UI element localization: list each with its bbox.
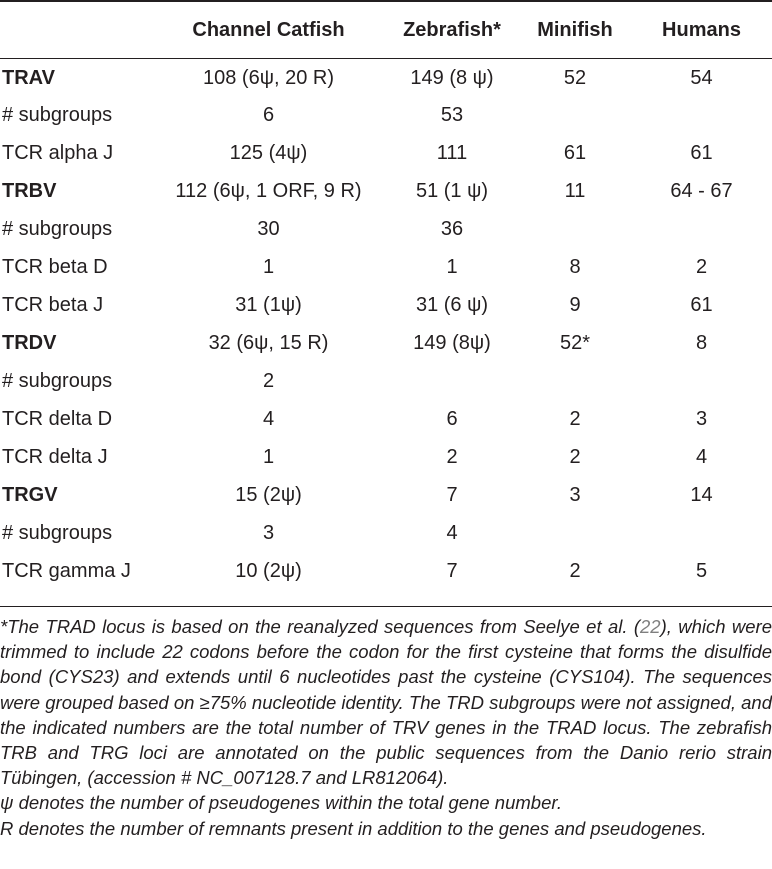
cell-humans: 61 [690,141,713,164]
cell-humans: 61 [690,293,713,316]
gene-count-table [0,2,772,590]
footnote-text-start: *The TRAD locus is based on the reanalyzed sequences from Seelye et al. ( [0,616,641,637]
cell-zebrafish: 53 [440,103,464,126]
cell-channel-catfish: 4 [262,407,275,430]
cell-minifish: 9 [569,293,581,316]
row-label: TCR gamma J [2,559,131,582]
cell-channel-catfish: 32 (6ψ, 15 R) [208,331,329,354]
cell-minifish [519,514,631,552]
cell-channel-catfish: 6 [262,103,275,126]
row-label: TCR alpha J [2,141,114,164]
cell-channel-catfish: 10 (2ψ) [235,559,302,582]
cell-channel-catfish: 1 [262,255,275,278]
row-label: # subgroups [2,369,113,392]
cell-humans [631,514,772,552]
cell-humans: 2 [695,255,708,278]
cell-zebrafish: 7 [446,559,458,582]
cell-zebrafish: 4 [446,521,458,544]
cell-zebrafish: 7 [446,483,458,506]
row-label: # subgroups [2,521,113,544]
row-label: TRDV [2,331,57,354]
cell-channel-catfish: 108 (6ψ, 20 R) [203,66,334,89]
cell-humans: 3 [695,407,708,430]
cell-minifish: 3 [569,483,581,506]
cell-channel-catfish: 112 (6ψ, 1 ORF, 9 R) [175,179,362,202]
cell-minifish: 2 [569,559,581,582]
cell-minifish: 8 [569,255,581,278]
row-label: TCR beta J [2,293,104,316]
cell-humans [631,210,772,248]
table-row [0,286,772,324]
cell-channel-catfish: 15 (2ψ) [235,483,302,506]
cell-humans [631,362,772,400]
header-humans: Humans [662,18,741,41]
cell-minifish [519,362,631,400]
table-row [0,476,772,514]
cell-zebrafish: 149 (8ψ) [413,331,491,354]
footnote-text-end: ), which were trimmed to include 22 codons before the codon for the first cysteine that forms the disulfide bond (CYS23) and extends until 6 nucleotides past the cysteine (CYS104). The sequences were grouped based on ≥75% nucleotide identity. The TRD subgroups were not assigned, and the indicated numbers are the total number of TRV genes in the TRAD locus. The zebrafish TRB and TRG loci are annotated on the public sequences from the Danio rerio strain Tübingen, (accession # NC_007128.7 and LR812064). [0,616,772,789]
cell-channel-catfish: 31 (1ψ) [235,293,302,316]
cell-minifish: 2 [569,445,581,468]
row-label: # subgroups [2,103,113,126]
table-row [0,58,772,96]
cell-zebrafish: 149 (8 ψ) [410,66,494,89]
table-row [0,552,772,590]
table-row [0,362,772,400]
row-label: TRGV [2,483,58,506]
cell-humans: 5 [695,559,708,582]
cell-humans [631,96,772,134]
cell-zebrafish [385,362,519,400]
reference-link[interactable]: 22 [640,616,661,637]
cell-humans: 54 [690,66,713,89]
row-label: TCR beta D [2,255,108,278]
table-header-row [0,2,772,58]
cell-minifish: 52* [559,331,591,354]
cell-zebrafish: 6 [446,407,458,430]
cell-minifish: 61 [563,141,587,164]
row-label: TRBV [2,179,57,202]
cell-humans: 14 [690,483,713,506]
header-zebrafish: Zebrafish* [403,18,501,41]
cell-zebrafish: 111 [436,141,468,164]
cell-minifish [519,96,631,134]
cell-minifish: 11 [564,179,586,202]
header-blank [0,2,152,58]
table-row [0,514,772,552]
cell-zebrafish: 36 [440,217,464,240]
table-row [0,324,772,362]
cell-minifish: 52 [563,66,587,89]
cell-zebrafish: 2 [446,445,458,468]
cell-channel-catfish: 1 [262,445,275,468]
row-label: TCR delta D [2,407,113,430]
header-channel-catfish: Channel Catfish [192,18,345,41]
cell-zebrafish: 1 [446,255,458,278]
cell-humans: 8 [695,331,708,354]
table-row [0,134,772,172]
cell-zebrafish: 31 (6 ψ) [415,293,489,316]
row-label: TRAV [2,66,55,89]
table-row [0,438,772,476]
row-label: TCR delta J [2,445,108,468]
cell-channel-catfish: 30 [257,217,280,240]
cell-minifish [519,210,631,248]
table-row [0,172,772,210]
cell-zebrafish: 51 (1 ψ) [415,179,489,202]
footnote-main [0,614,772,790]
footnote-r-definition: R denotes the number of remnants present in addition to the genes and pseudogenes. [0,817,707,839]
table-row [0,96,772,134]
table-row [0,248,772,286]
table-row [0,400,772,438]
table-row [0,210,772,248]
table-footnote [0,614,772,841]
row-label: # subgroups [2,217,113,240]
bottom-rule [0,606,772,607]
cell-humans: 64 - 67 [670,179,733,202]
footnote-psi-definition: ψ denotes the number of pseudogenes within the total gene number. [0,792,562,814]
cell-channel-catfish: 125 (4ψ) [229,141,308,164]
cell-channel-catfish: 2 [262,369,275,392]
cell-humans: 4 [695,445,708,468]
cell-minifish: 2 [569,407,581,430]
cell-channel-catfish: 3 [262,521,275,544]
header-minifish: Minifish [537,18,613,41]
